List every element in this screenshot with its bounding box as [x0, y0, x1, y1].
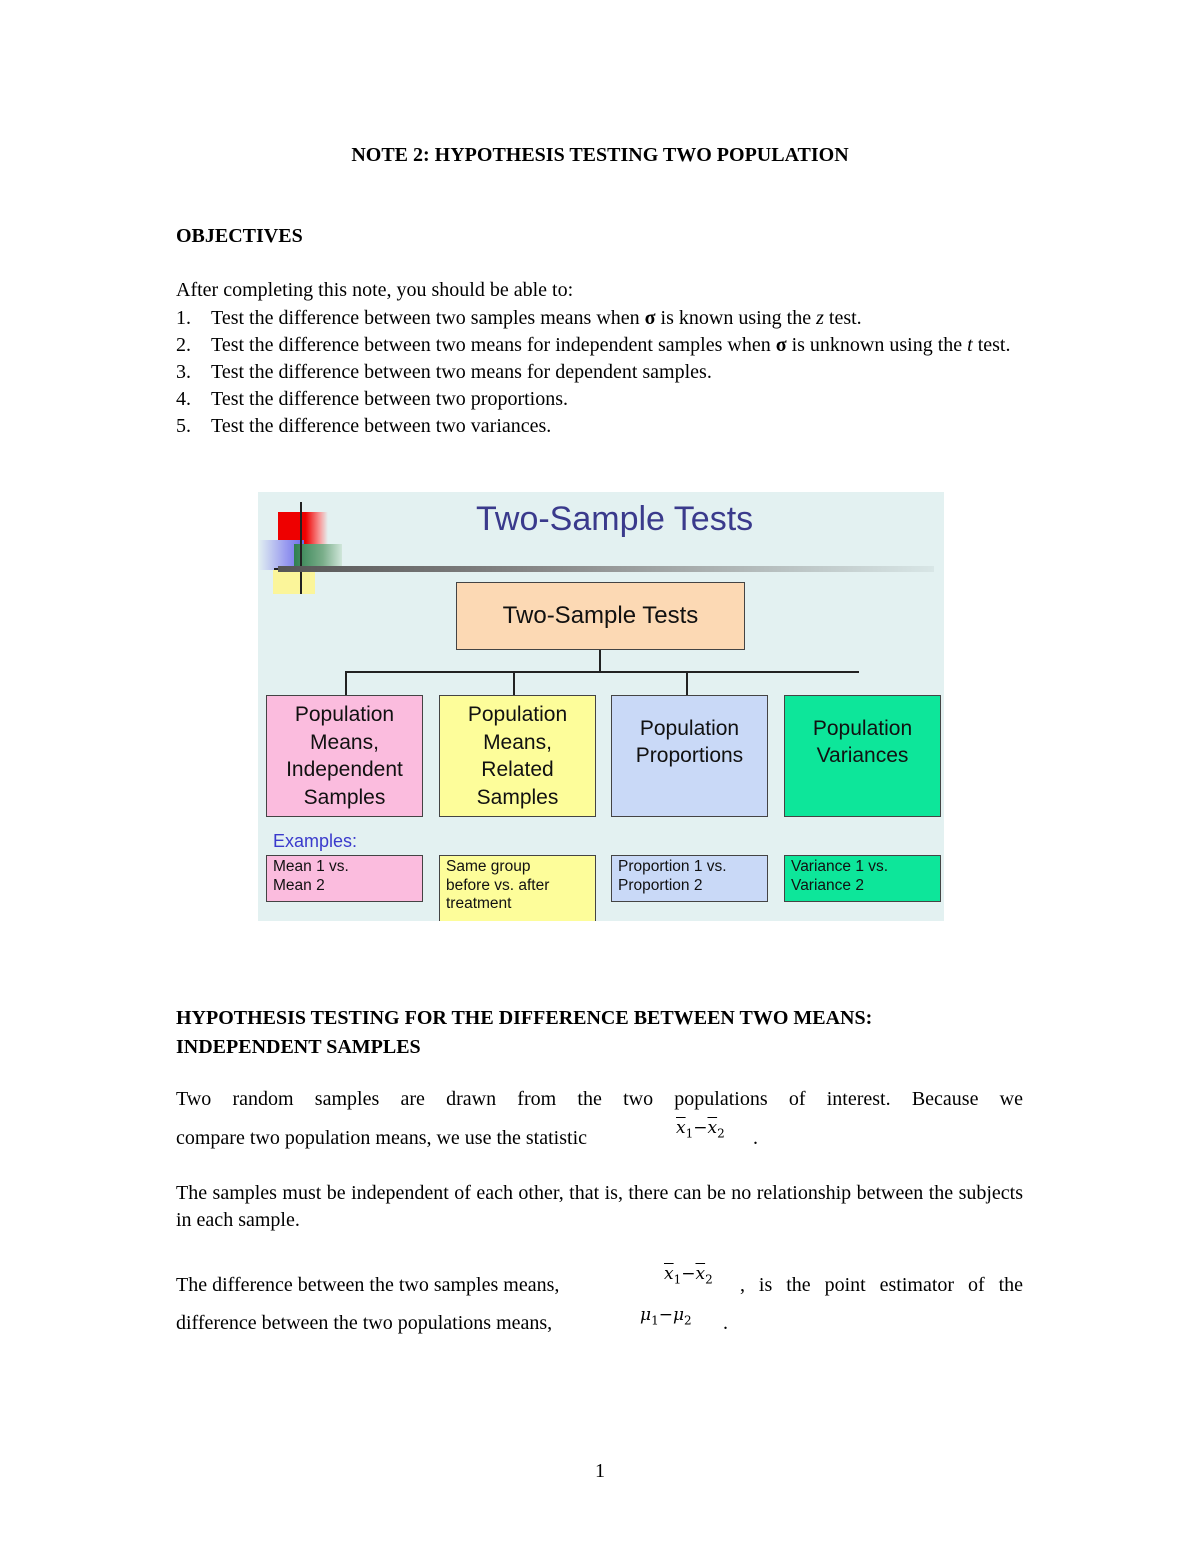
test-variable: z [816, 307, 824, 329]
page-number: 1 [595, 1460, 605, 1482]
two-sample-tests-figure [258, 492, 944, 921]
paragraph-3-line-2: difference between the two populations means, [176, 1312, 553, 1334]
objective-number: 5. [176, 415, 191, 437]
objective-text: Test the difference between two proportions. [211, 388, 569, 410]
category-label-line: Independent [286, 758, 403, 781]
root-node: Two-Sample Tests [456, 582, 745, 650]
math-symbol: μ [640, 1305, 652, 1325]
sentence-period: . [723, 1312, 728, 1334]
example-line: Variance 1 vs. [791, 858, 889, 875]
objective-text [211, 305, 1036, 332]
example-line: Mean 2 [273, 876, 325, 894]
statistic-xbar-difference [676, 1118, 725, 1140]
example-line: treatment [446, 895, 512, 912]
math-subscript: 2 [705, 1272, 713, 1287]
example-text [273, 858, 349, 895]
objectives-list [176, 305, 1036, 440]
paragraph-3-line-1-start: The difference between the two samples means, [176, 1274, 560, 1296]
example-line: Variance 2 [791, 876, 864, 894]
objective-item [176, 332, 1036, 359]
category-label-line: Population [294, 703, 395, 726]
section-heading-line-2: INDEPENDENT SAMPLES [176, 1036, 421, 1058]
math-subscript: 1 [651, 1313, 659, 1328]
sigma-symbol: σ [644, 307, 656, 329]
slide-title: Two-Sample Tests [476, 500, 754, 538]
objective-text-part: test. [972, 334, 1011, 356]
math-operator: − [681, 1264, 696, 1284]
example-text [791, 858, 888, 895]
math-subscript: 1 [685, 1126, 694, 1141]
category-proportions [611, 695, 768, 817]
example-line: Proportion 1 vs. [618, 858, 727, 875]
category-label-line: Samples [476, 785, 559, 809]
paragraph-3-line-1-end: , is the point estimator of the [740, 1274, 1023, 1296]
connector-root-down [599, 650, 601, 672]
objective-item [176, 413, 1036, 440]
slide-logo-vertical-line [300, 502, 302, 594]
math-subscript: 2 [717, 1126, 725, 1141]
objective-text: Test the difference between two means for dependent samples. [211, 361, 712, 383]
objective-item [176, 305, 1036, 332]
example-proportions [611, 855, 768, 902]
examples-label: Examples: [273, 831, 358, 851]
objective-text-part: Test the difference between two means for independent samples when [211, 334, 776, 356]
objective-number: 2. [176, 334, 191, 356]
category-label [286, 701, 403, 811]
point-estimator-xbar-difference [664, 1264, 713, 1286]
category-label-line: Variances [816, 744, 909, 767]
category-label-line: Means, [483, 730, 552, 754]
example-variances [784, 855, 941, 902]
category-label-line: Population [812, 716, 913, 740]
objective-number: 3. [176, 361, 191, 383]
math-operator: − [693, 1118, 708, 1138]
category-means-related [439, 695, 596, 817]
sigma-symbol: σ [775, 334, 787, 356]
category-label-line: Population [639, 716, 740, 740]
test-variable: t [967, 334, 973, 356]
objective-text [211, 332, 1036, 359]
connector-branch-3 [686, 671, 688, 695]
category-label [636, 715, 743, 770]
example-line: Same group [446, 858, 531, 875]
example-line: before vs. after [446, 876, 550, 894]
category-variances [784, 695, 941, 817]
objectives-intro: After completing this note, you should be able to: [176, 279, 574, 301]
example-means-independent [266, 855, 423, 902]
objective-number: 4. [176, 388, 191, 410]
slide-title-rule [278, 566, 934, 572]
math-symbol: $\overline{x}$ [707, 1118, 718, 1138]
objective-number: 1. [176, 307, 191, 329]
example-line: Mean 1 vs. [273, 858, 349, 875]
category-label-line: Samples [303, 785, 386, 809]
objective-item [176, 386, 1036, 413]
example-means-related [439, 855, 596, 921]
math-symbol: μ [672, 1305, 685, 1325]
objective-text-part: is unknown using the [786, 334, 968, 356]
objective-item [176, 359, 1036, 386]
category-label-line: Proportions [635, 744, 744, 767]
objective-text-part: test. [823, 307, 862, 329]
objective-text-part: Test the difference between two samples means when [211, 307, 645, 329]
paragraph-1-line-2: compare two population means, we use the statistic [176, 1127, 588, 1149]
sentence-period: . [753, 1127, 758, 1149]
objectives-heading: OBJECTIVES [176, 225, 303, 247]
document-title: NOTE 2: HYPOTHESIS TESTING TWO POPULATION [351, 144, 849, 166]
connector-horizontal [345, 671, 859, 673]
category-label [813, 715, 912, 770]
math-operator: − [658, 1305, 673, 1325]
paragraph-2: The samples must be independent of each other, that is, there can be no relationship between the subjects in each sample. [176, 1182, 1023, 1231]
category-means-independent [266, 695, 423, 817]
section-heading-line-1: HYPOTHESIS TESTING FOR THE DIFFERENCE BETWEEN TWO MEANS: [176, 1007, 873, 1029]
example-line: Proportion 2 [618, 876, 703, 894]
example-text [618, 858, 727, 895]
math-subscript: 2 [684, 1313, 692, 1328]
connector-branch-2 [513, 671, 515, 695]
category-label-line: Related [481, 758, 554, 781]
category-label [468, 701, 567, 811]
example-text [446, 858, 549, 914]
math-symbol: $\overline{x}$ [664, 1264, 674, 1284]
population-mu-difference [640, 1305, 692, 1327]
connector-branch-1 [345, 671, 347, 695]
objective-text: Test the difference between two variances. [211, 415, 552, 437]
paragraph-1-line-1: Two random samples are drawn from the two populations of interest. Because we [176, 1088, 1023, 1110]
category-label-line: Population [467, 703, 568, 726]
math-symbol: $\overline{x}$ [695, 1264, 706, 1284]
math-subscript: 1 [673, 1272, 682, 1287]
math-symbol: $\overline{x}$ [676, 1118, 686, 1138]
objective-text-part: is known using the [655, 307, 817, 329]
category-label-line: Means, [310, 730, 379, 754]
